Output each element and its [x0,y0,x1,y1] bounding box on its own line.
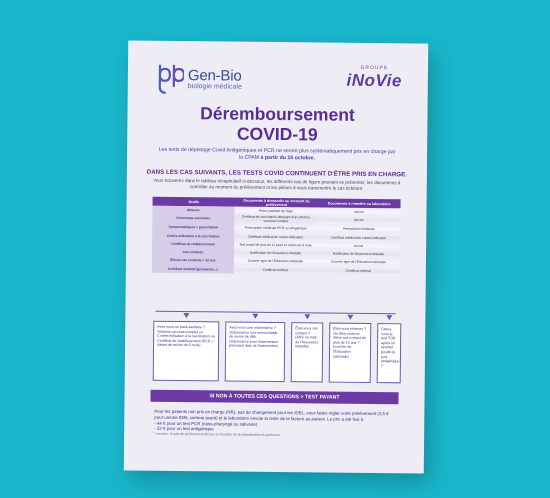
footer-line-pcr: - 44 € pour un test PCR (naso-pharyngé ou salivaire) [154,420,258,427]
table-cell: Certificat médical (grossesse...) [152,264,234,274]
question-item: Ordonnance pour l'intervention précisant date de l'intervention [229,339,279,349]
table-cell: Aucun [317,209,400,214]
footer-line-antigen: - 22 € pour un test antigénique [154,426,214,432]
question-text: Êtes-vous mineurs ? [333,326,367,331]
title-line-1: Déremboursement [200,103,355,125]
header-cell: Documents à demander au moment du prélèvement [243,198,310,207]
gen-bio-logo-icon [154,61,184,95]
table-cell: Élèves cas contacts < 12 ans [152,256,234,265]
header-cell: Documents à remettre au laboratoire [327,201,391,206]
question-box [377,323,402,383]
question-text: Faites-vous le test TOR après un résultat positif de test antigénique ? [380,327,400,368]
table-cell: Certificat de rétablissement [152,240,234,249]
question-text: Avez-vous une ordonnance ? [229,325,276,331]
table-cell: Courrier type de l'Éducation nationale [317,259,400,264]
gen-bio-logo [154,61,242,96]
table-cell: Certificat médical [234,267,317,272]
flyer [124,40,428,473]
connector-line [155,311,395,314]
inovie-logo [346,65,402,92]
question-boxes [149,311,402,394]
question-item: (ARS ou mail de l'Assurance maladie) [295,335,319,349]
table-cell: Certificat de vaccination attestant d'un schéma vaccinal complet [234,214,317,223]
table-cell: Mineurs [152,206,234,214]
table-intro: Vous trouverez dans le tableau récapitulatif ci-dessous, les différents cas de figure pouvant se présenter, les documents à contrôler au moment du prélèvement et les pièces à nous transmettre le cas échéant. [153,177,401,191]
table-cell: Aucun [317,243,400,248]
question-text: Avez-vous un pass sanitaire ? [157,324,206,330]
table-cell: Contre-indication à la vaccination [152,231,234,241]
table-body [152,206,401,276]
header-cell: Motifs [188,199,200,204]
footer-paragraph: Pour les patients non pris en charge (NR), pas de changement pour les IDEL, vous faites régler votre prélèvement (3,5 € pour un/une IDEL comme avant) et le laboratoire envoie la reste de la facture au patient. Le prix a été fixé à : [154,408,389,422]
table-cell: Test positif de plus de 11 jours et moins de 6 mois [234,243,317,248]
paid-test-banner: SI NON À TOUTES CES QUESTIONS > TEST PAYANT [150,390,398,405]
table-cell: Pièce justifiant de l'âge [234,208,317,213]
title-line-2: COVID-19 [236,123,318,145]
footer-note: * environ : le prix du prélèvement fluctue en fonction de la classification du préleveur [154,431,281,438]
question-text: Êtes-vous cas contact ? [295,326,318,335]
down-arrow-icon [252,314,258,319]
question-item: (courrier de l'Éducation nationale) [332,344,352,359]
table-cell: Certificat médical de contre-indication [317,235,400,240]
intro-body: Les tests de dépistage Covid Antigéniques et PCR ne seront plus systématiquement pris en charge par la CPAM [158,146,396,161]
summary-table [152,197,401,276]
inovie-name: iNoVie [346,70,402,91]
question-item: Schéma vaccinal complet ou [157,329,203,334]
down-arrow-icon [304,314,310,319]
inovie-group-label: GROUPE [360,64,389,72]
gen-bio-subtitle: biologie médicale [187,82,242,91]
table-cell: Notification de l'Assurance Maladie [317,251,400,256]
intro-text [157,147,397,164]
table-cell: Symptomatiques + prescription [152,222,234,232]
question-item: Certificat de rétablissement (PCR + datant de moins de 6 mois) [157,338,214,348]
question-box [225,321,286,382]
down-arrow-icon [347,315,353,320]
gen-bio-name: Gen-Bio [187,66,242,85]
intro-date: à partir du 15 octobre. [260,154,316,162]
headline: DANS LES CAS SUIVANTS, LES TESTS COVID CONTINUENT D'ÊTRE PRIS EN CHARGE. [146,168,408,179]
table-cell: Aucun [317,217,400,222]
question-item: Ou êtes-vous un élève cas contact de plus de 12 ans ? [333,331,366,345]
question-item: Ordonnance non renouvelable de moins de 48h [229,330,278,339]
down-arrow-icon [386,315,392,320]
question-box [291,322,324,382]
footer-text [154,409,394,440]
question-box [153,321,220,382]
table-cell: Certificat médical [317,268,400,273]
page-title [127,102,427,145]
table-cell: Prescription médicale PCR ou antigénique [234,225,317,230]
table-cell: Cas contacts [152,248,234,257]
table-cell: Certificat médical de contre-indication [234,234,317,239]
table-cell: Personnes vaccinées [152,213,234,223]
question-item: Contre-indication à la vaccination ou [157,333,216,339]
table-cell: Courrier type de l'Éducation nationale [234,259,317,264]
down-arrow-icon [183,313,189,318]
table-row [152,264,400,276]
table-cell: Notification de l'Assurance Maladie [234,251,317,256]
table-cell: Prescription médicale [317,226,400,231]
question-box [329,323,372,383]
